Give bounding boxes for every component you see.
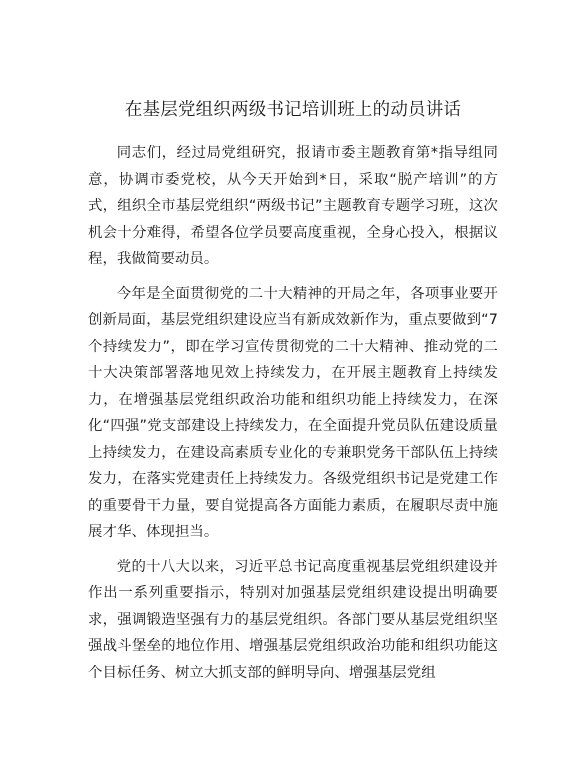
document-page [88,98,498,694]
paragraph-2: 今年是全面贯彻党的二十大精神的开局之年，各项事业要开创新局面，基层党组织建设应当有新成效新作为，重点要做到“7个持续发力”，即在学习宣传贯彻党的二十大精神、推动党的二十大决策部署落地见效上持续发力，在开展主题教育上持续发力，在增强基层党组织政治功能和组织功能上持续发力，在深化“四强”党支部建设上持续发力，在全面提升党员队伍建设质量上持续发力，在建设高素质专业化的专兼职党务干部队伍上持续发力，在落实党建责任上持续发力。各级党组织书记是党建工作的重要骨干力量，要自觉提高各方面能力素质，在履职尽责中施展才华、体现担当。 [88,285,498,540]
paragraph-3: 党的十八大以来，习近平总书记高度重视基层党组织建设并作出一系列重要指示，特别对加强基层党组织建设提出明确要求，强调锻造坚强有力的基层党组织。各部门要从基层党组织坚强战斗堡垒的地位作用、增强基层党组织政治功能和组织功能这个目标任务、树立大抓支部的鲜明导向、增强基层党组 [88,558,498,681]
paragraph-1: 同志们，经过局党组研究，报请市委主题教育第*指导组同意，协调市委党校，从今天开始到*日，采取“脱产培训”的方式，组织全市基层党组织“两级书记”主题教育专题学习班，这次机会十分难得，希望各位学员要高度重视，全身心投入，根据议程，我做简要动员。 [88,145,498,267]
document-title: 在基层党组织两级书记培训班上的动员讲话 [124,100,462,120]
